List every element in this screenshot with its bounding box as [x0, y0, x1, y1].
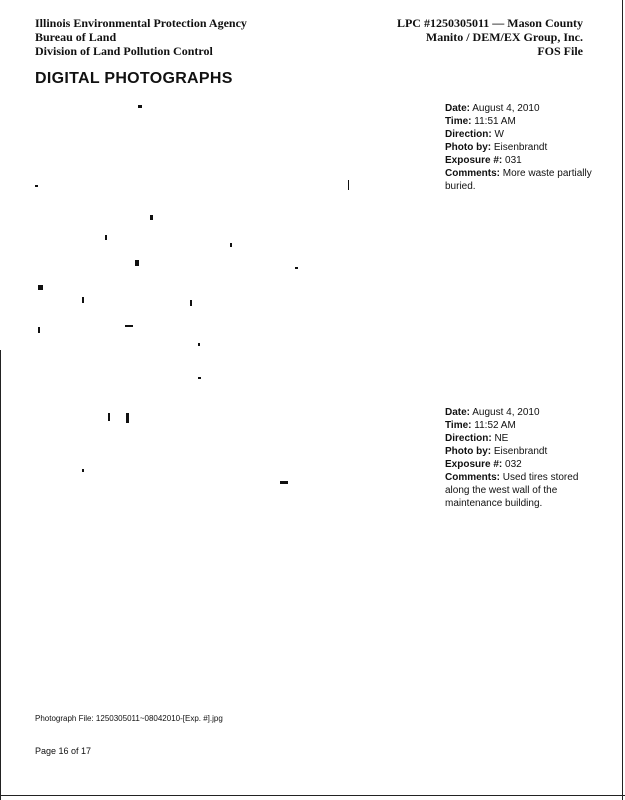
exposure-value: 031 [505, 155, 522, 166]
photo-by-label: Photo by: [445, 446, 492, 457]
date-value: August 4, 2010 [472, 407, 540, 418]
time-value: 11:52 AM [474, 420, 516, 431]
agency-name: Illinois Environmental Protection Agency [35, 16, 247, 30]
comments-label: Comments: [445, 472, 501, 483]
date-value: August 4, 2010 [472, 103, 540, 114]
exposure-label: Exposure #: [445, 155, 503, 166]
bureau-name: Bureau of Land [35, 30, 117, 44]
photo-by-value: Eisenbrandt [493, 142, 548, 153]
exposure-label: Exposure #: [445, 459, 503, 470]
site-header [397, 16, 583, 58]
direction-label: Direction: [445, 129, 492, 140]
time-label: Time: [445, 116, 472, 127]
direction-value: NE [494, 433, 509, 444]
direction-label: Direction: [445, 433, 492, 444]
date-label: Date: [445, 103, 471, 114]
date-label: Date: [445, 407, 471, 418]
exposure-value: 032 [505, 459, 522, 470]
comments-value: More waste partially buried. [445, 168, 592, 192]
scan-edge-right [622, 0, 623, 800]
file-type: FOS File [537, 44, 583, 58]
scan-edge-bottom [0, 795, 625, 796]
page-title: DIGITAL PHOTOGRAPHS [35, 70, 233, 87]
scan-edge-left [0, 350, 1, 800]
photo-by-label: Photo by: [445, 142, 492, 153]
direction-value: W [494, 129, 504, 140]
photo-by-value: Eisenbrandt [493, 446, 548, 457]
photo-2-details [445, 406, 595, 510]
site-name: Manito / DEM/EX Group, Inc. [425, 30, 583, 44]
comments-label: Comments: [445, 168, 501, 179]
photo-1-details [445, 102, 595, 193]
photo-2 [30, 405, 410, 705]
photo-1 [30, 95, 410, 395]
time-label: Time: [445, 420, 472, 431]
division-name: Division of Land Pollution Control [35, 44, 213, 58]
site-id: LPC #1250305011 — Mason County [396, 16, 583, 30]
agency-header [35, 16, 247, 58]
page-number: Page 16 of 17 [35, 746, 92, 756]
time-value: 11:51 AM [474, 116, 516, 127]
comments-value: Used tires stored along the west wall of the maintenance building. [445, 472, 579, 509]
photograph-file-name: Photograph File: 1250305011~08042010-[Exp. #].jpg [35, 714, 223, 723]
